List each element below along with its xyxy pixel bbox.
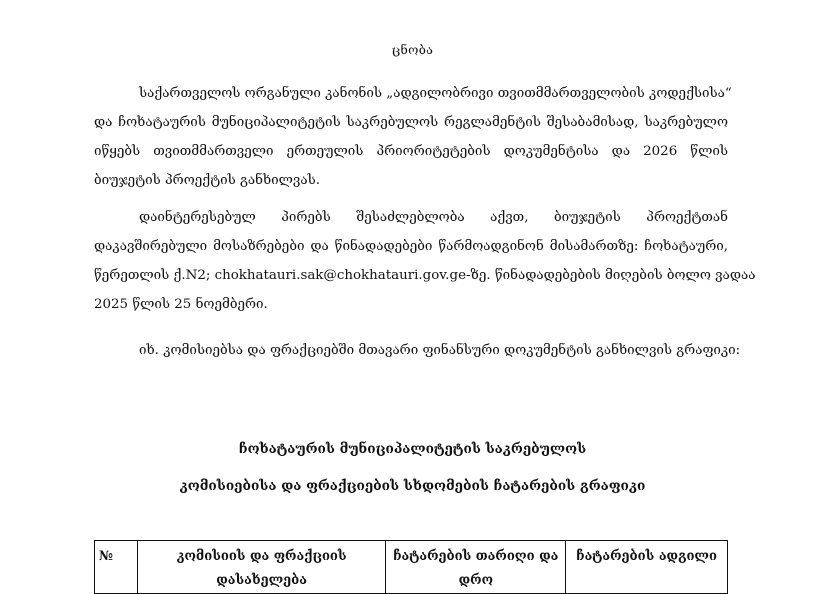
- header-date: ჩატარების თარიღი და დრო: [386, 541, 566, 594]
- paragraph-line: იხ. კომისიებსა და ფრაქციებში მთავარი ფინანსური დოკუმენტის განხილვის გრაფიკი:: [139, 343, 741, 358]
- schedule-title-line2: კომისიებისა და ფრაქციების სხდომების ჩატარების გრაფიკი: [179, 478, 646, 494]
- paragraph-line: 2025 წლის 25 ნოემბერი.: [94, 297, 268, 312]
- header-commission: კომისიის და ფრაქციის დასახელება: [137, 541, 386, 594]
- paragraph-line: ბიუჯეტის პროექტის განხილვას.: [94, 173, 321, 188]
- paragraph-submission-info: [94, 203, 756, 319]
- paragraph-schedule-reference: [94, 336, 741, 365]
- schedule-title-line1: ჩოხატაურის მუნიციპალიტეტის საკრებულოს: [238, 441, 587, 457]
- table-header-row: [95, 541, 728, 594]
- paragraph-line: წერეთლის ქ.N2; chokhatauri.sak@chokhatauri.gov.ge-ზე. წინადადებების მიღების ბოლო ვადაა: [94, 268, 756, 283]
- paragraph-line: საქართველოს ორგანული კანონის „ადგილობრივი თვითმმართველობის კოდექსისა“: [139, 86, 732, 101]
- schedule-table: [94, 540, 728, 594]
- paragraph-line: და ჩოხატაურის მუნიციპალიტეტის საკრებულოს რეგლამენტის შესაბამისად, საკრებულო: [94, 115, 728, 130]
- document-heading: ცნობა: [391, 42, 434, 57]
- paragraph-line: დაკავშირებული მოსაზრებები და წინადადებები წარმოადგინონ მისამართზე: ჩოხატაური,: [94, 239, 728, 254]
- paragraph-legal-basis: [94, 79, 732, 195]
- header-place: ჩატარების ადგილი: [566, 541, 728, 594]
- header-number: №: [95, 541, 138, 594]
- paragraph-line: დაინტერესებულ პირებს შესაძლებლობა აქვთ, ბიუჯეტის პროექტთან: [139, 210, 728, 225]
- paragraph-line: იწყებს თვითმმართველი ერთეულის პრიორიტეტების დოკუმენტისა და 2026 წლის: [94, 144, 728, 159]
